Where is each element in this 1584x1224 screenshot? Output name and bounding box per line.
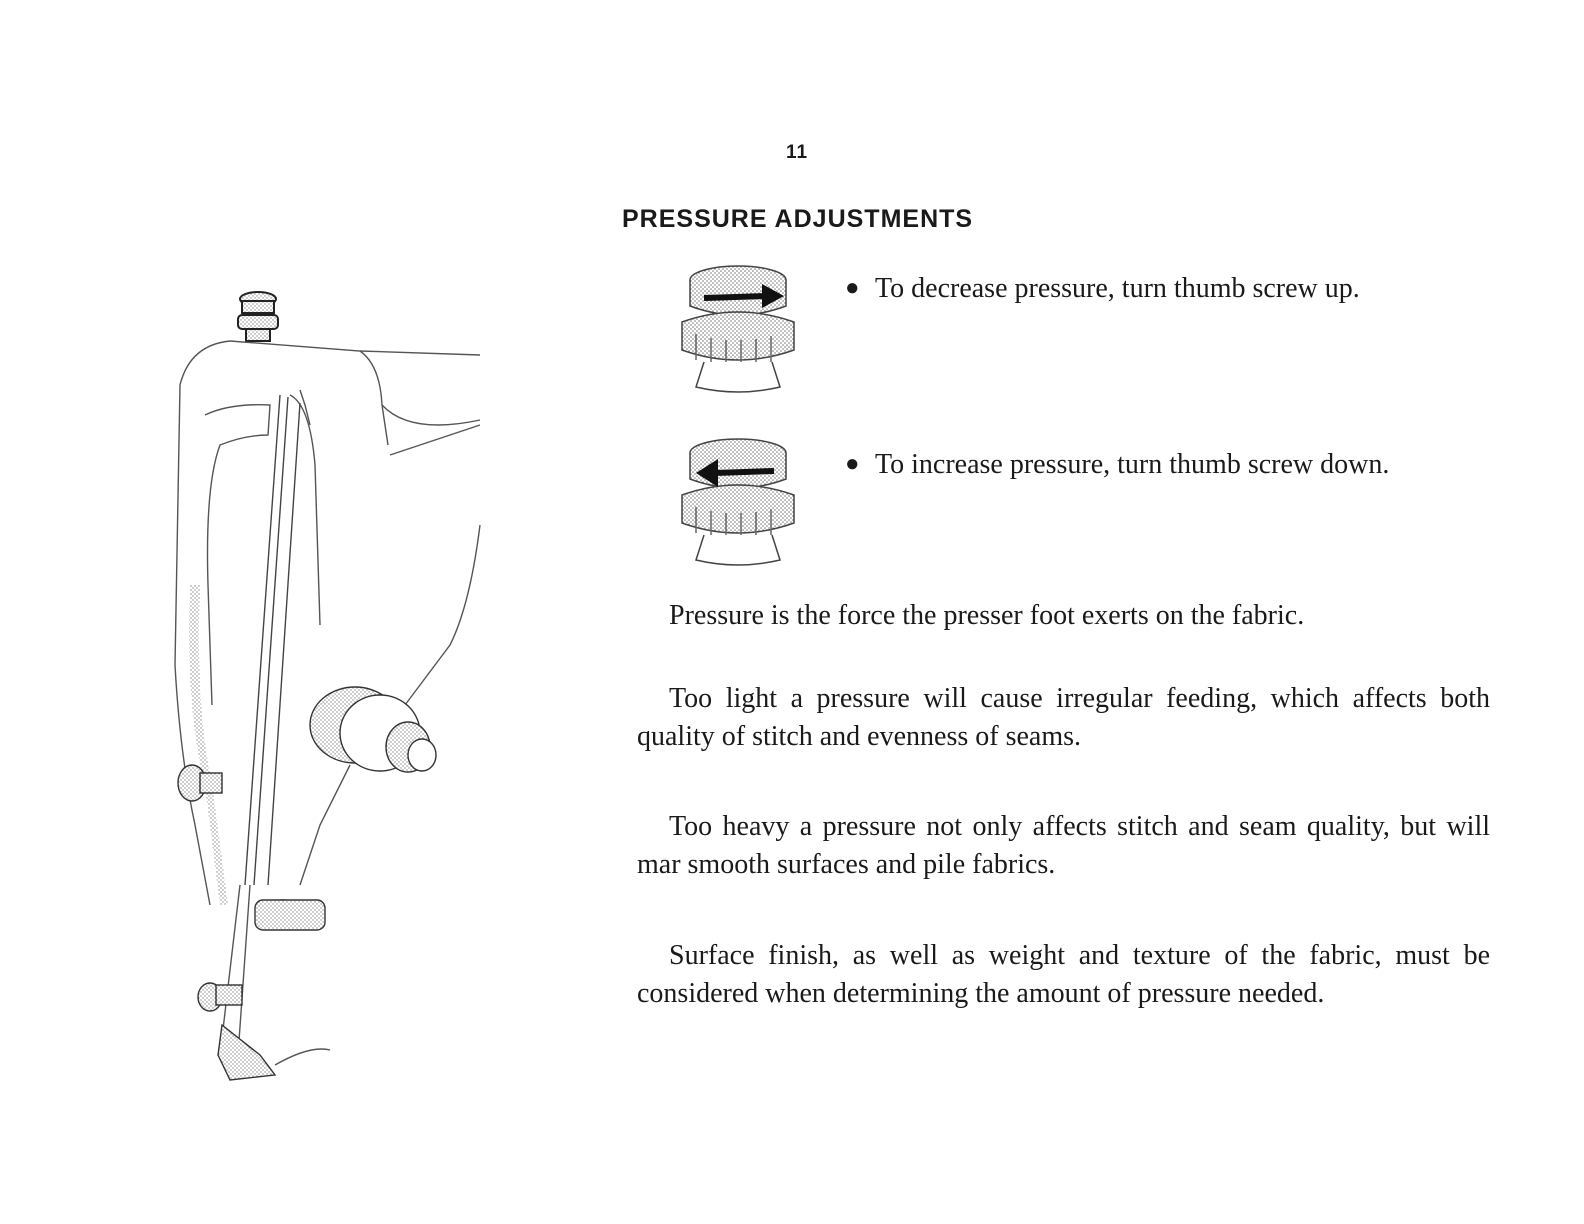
instruction-text: To decrease pressure, turn thumb screw up.: [875, 273, 1360, 304]
paragraph-definition: Pressure is the force the presser foot exerts on the fabric.: [669, 600, 1305, 631]
page-title: PRESSURE ADJUSTMENTS: [622, 205, 974, 233]
sewing-machine-head-illustration: [150, 285, 490, 1085]
thumb-screw-arrow-left-icon: [676, 435, 801, 570]
thumb-screw-icon: [238, 292, 278, 341]
thumb-screw-arrow-right-icon: [676, 262, 801, 397]
instruction-decrease: [845, 270, 1490, 307]
instruction-increase: [845, 446, 1490, 483]
paragraph-surface-finish: Surface finish, as well as weight and texture of the fabric, must be considered when determining the amount of pressure needed.: [637, 940, 1490, 1009]
paragraph-heavy-pressure: Too heavy a pressure not only affects stitch and seam quality, but will mar smooth surfaces and pile fabrics.: [637, 811, 1490, 880]
page-number: 11: [786, 142, 809, 163]
paragraph-light-pressure: Too light a pressure will cause irregular feeding, which affects both quality of stitch and evenness of seams.: [637, 683, 1490, 752]
bullet: ●: [845, 275, 860, 301]
instruction-text: To increase pressure, turn thumb screw down.: [875, 449, 1390, 480]
bullet: ●: [845, 451, 860, 477]
